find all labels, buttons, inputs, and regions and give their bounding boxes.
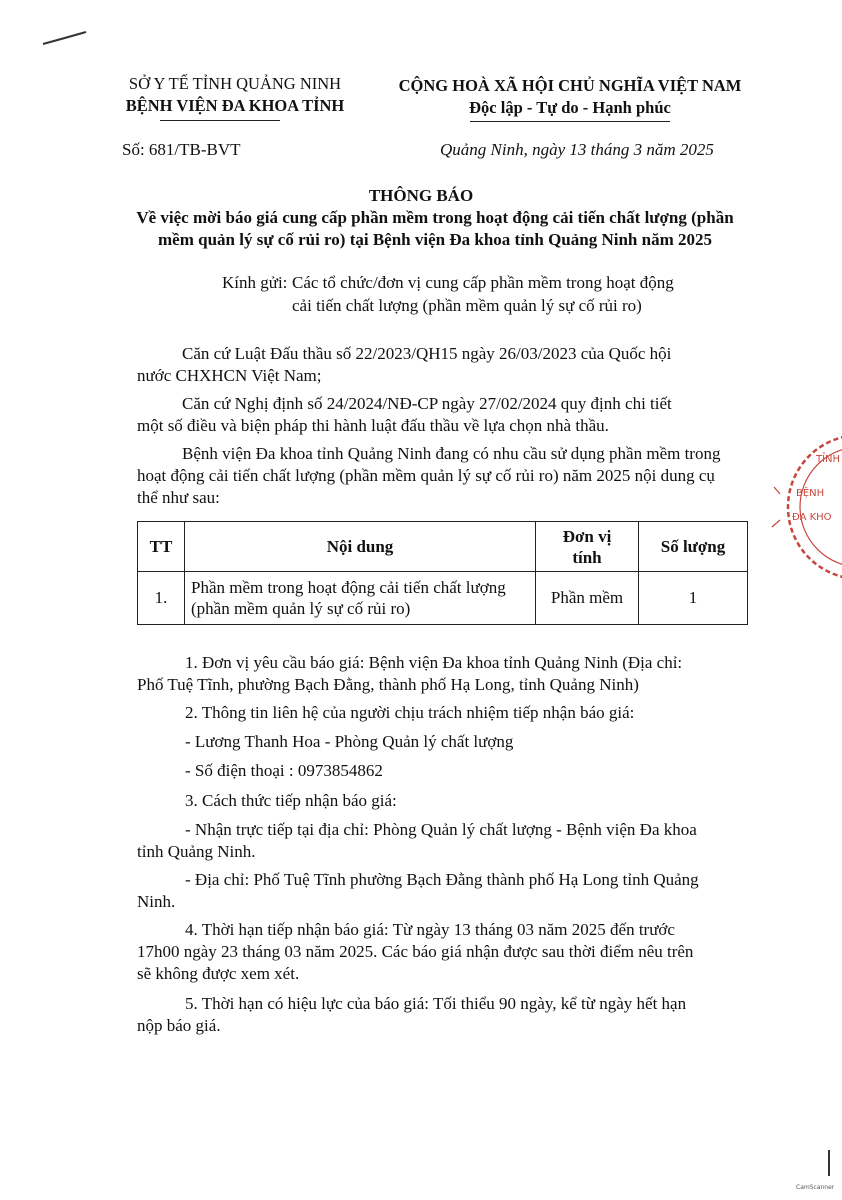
item3-b-line2: Ninh. [137, 892, 176, 911]
recipient-line2: cải tiến chất lượng (phần mềm quản lý sự cố rủi ro) [292, 296, 642, 315]
table-row [138, 572, 748, 625]
recipient-label: Kính gửi: [222, 273, 288, 292]
notice-heading: THÔNG BÁO [368, 186, 474, 205]
motto-underline [470, 121, 670, 122]
intro-line3: thể như sau: [137, 488, 220, 507]
row-content-line2: (phần mềm quản lý sự cố rủi ro) [191, 599, 411, 618]
item4-line2: 17h00 ngày 23 tháng 03 năm 2025. Các báo giá nhận được sau thời điểm nêu trên [137, 942, 694, 961]
stamp-text-2: BỆNH [796, 488, 825, 499]
row-content [185, 572, 536, 625]
stamp-text-3: ĐA KHO [792, 512, 832, 523]
item2-person: - Lương Thanh Hoa - Phòng Quản lý chất lượng [185, 732, 514, 751]
items-table [137, 521, 748, 625]
item1-line2: Phố Tuệ Tĩnh, phường Bạch Đằng, thành phố Hạ Long, tỉnh Quảng Ninh) [137, 675, 639, 694]
ministry-name: SỞ Y TẾ TỈNH QUẢNG NINH [128, 74, 342, 93]
header-unit-line2: tính [572, 547, 602, 567]
stamp-text-1: TỈNH [816, 454, 841, 465]
item4-line1: 4. Thời hạn tiếp nhận báo giá: Từ ngày 13 tháng 03 năm 2025 đến trước [185, 920, 675, 939]
nation-title: CỘNG HOÀ XÃ HỘI CHỦ NGHĨA VIỆT NAM [398, 76, 742, 95]
row-content-line1: Phần mềm trong hoạt động cải tiến chất lượng [191, 578, 506, 597]
scanner-watermark: CamScanner [796, 1184, 835, 1191]
notice-subject-line1: Về việc mời báo giá cung cấp phần mềm trong hoạt động cải tiến chất lượng (phần [136, 208, 734, 227]
row-unit: Phần mềm [536, 572, 639, 625]
hospital-name: BỆNH VIỆN ĐA KHOA TỈNH [125, 96, 345, 115]
basis1-line2: nước CHXHCN Việt Nam; [137, 366, 322, 385]
item1-line1: 1. Đơn vị yêu cầu báo giá: Bệnh viện Đa khoa tỉnh Quảng Ninh (Địa chỉ: [185, 653, 683, 672]
document-date: Quảng Ninh, ngày 13 tháng 3 năm 2025 [440, 140, 714, 159]
item5-line2: nộp báo giá. [137, 1016, 221, 1035]
intro-line2: hoạt động cải tiến chất lượng (phần mềm quản lý sự cố rủi ro) năm 2025 nội dung cụ [137, 466, 715, 485]
item2: 2. Thông tin liên hệ của người chịu trách nhiệm tiếp nhận báo giá: [185, 703, 635, 722]
edge-mark [828, 1150, 830, 1176]
pen-mark-decoration [40, 28, 90, 50]
item3-b-line1: - Địa chỉ: Phố Tuệ Tĩnh phường Bạch Đằng thành phố Hạ Long tỉnh Quảng [185, 870, 699, 889]
header-tt: TT [138, 522, 185, 572]
recipient-line1: Các tổ chức/đơn vị cung cấp phần mềm trong hoạt động [292, 273, 674, 292]
basis1-line1: Căn cứ Luật Đấu thầu số 22/2023/QH15 ngày 26/03/2023 của Quốc hội [182, 344, 672, 363]
item3: 3. Cách thức tiếp nhận báo giá: [185, 791, 397, 810]
item4-line3: sẽ không được xem xét. [137, 964, 300, 983]
row-tt: 1. [138, 572, 185, 625]
item3-a-line1: - Nhận trực tiếp tại địa chỉ: Phòng Quản lý chất lượng - Bệnh viện Đa khoa [185, 820, 697, 839]
hospital-stamp [760, 432, 842, 582]
basis2-line2: một số điều và biện pháp thi hành luật đấu thầu về lựa chọn nhà thầu. [137, 416, 609, 435]
item5-line1: 5. Thời hạn có hiệu lực của báo giá: Tối thiểu 90 ngày, kể từ ngày hết hạn [185, 994, 687, 1013]
intro-line1: Bệnh viện Đa khoa tỉnh Quảng Ninh đang có nhu cầu sử dụng phần mềm trong [182, 444, 721, 463]
motto: Độc lập - Tự do - Hạnh phúc [469, 98, 671, 117]
header-unit [536, 522, 639, 572]
hospital-underline [160, 120, 280, 121]
header-unit-line1: Đơn vị [562, 526, 612, 546]
item2-phone: - Số điện thoại : 0973854862 [185, 761, 383, 780]
basis2-line1: Căn cứ Nghị định số 24/2024/NĐ-CP ngày 27/02/2024 quy định chi tiết [182, 394, 672, 413]
notice-subject-line2: mềm quản lý sự cố rủi ro) tại Bệnh viện Đa khoa tỉnh Quảng Ninh năm 2025 [158, 230, 712, 249]
header-quantity: Số lượng [639, 522, 748, 572]
document-number: Số: 681/TB-BVT [122, 140, 241, 159]
table-header-row [138, 522, 748, 572]
row-quantity: 1 [639, 572, 748, 625]
header-content: Nội dung [185, 522, 536, 572]
item3-a-line2: tỉnh Quảng Ninh. [137, 842, 256, 861]
